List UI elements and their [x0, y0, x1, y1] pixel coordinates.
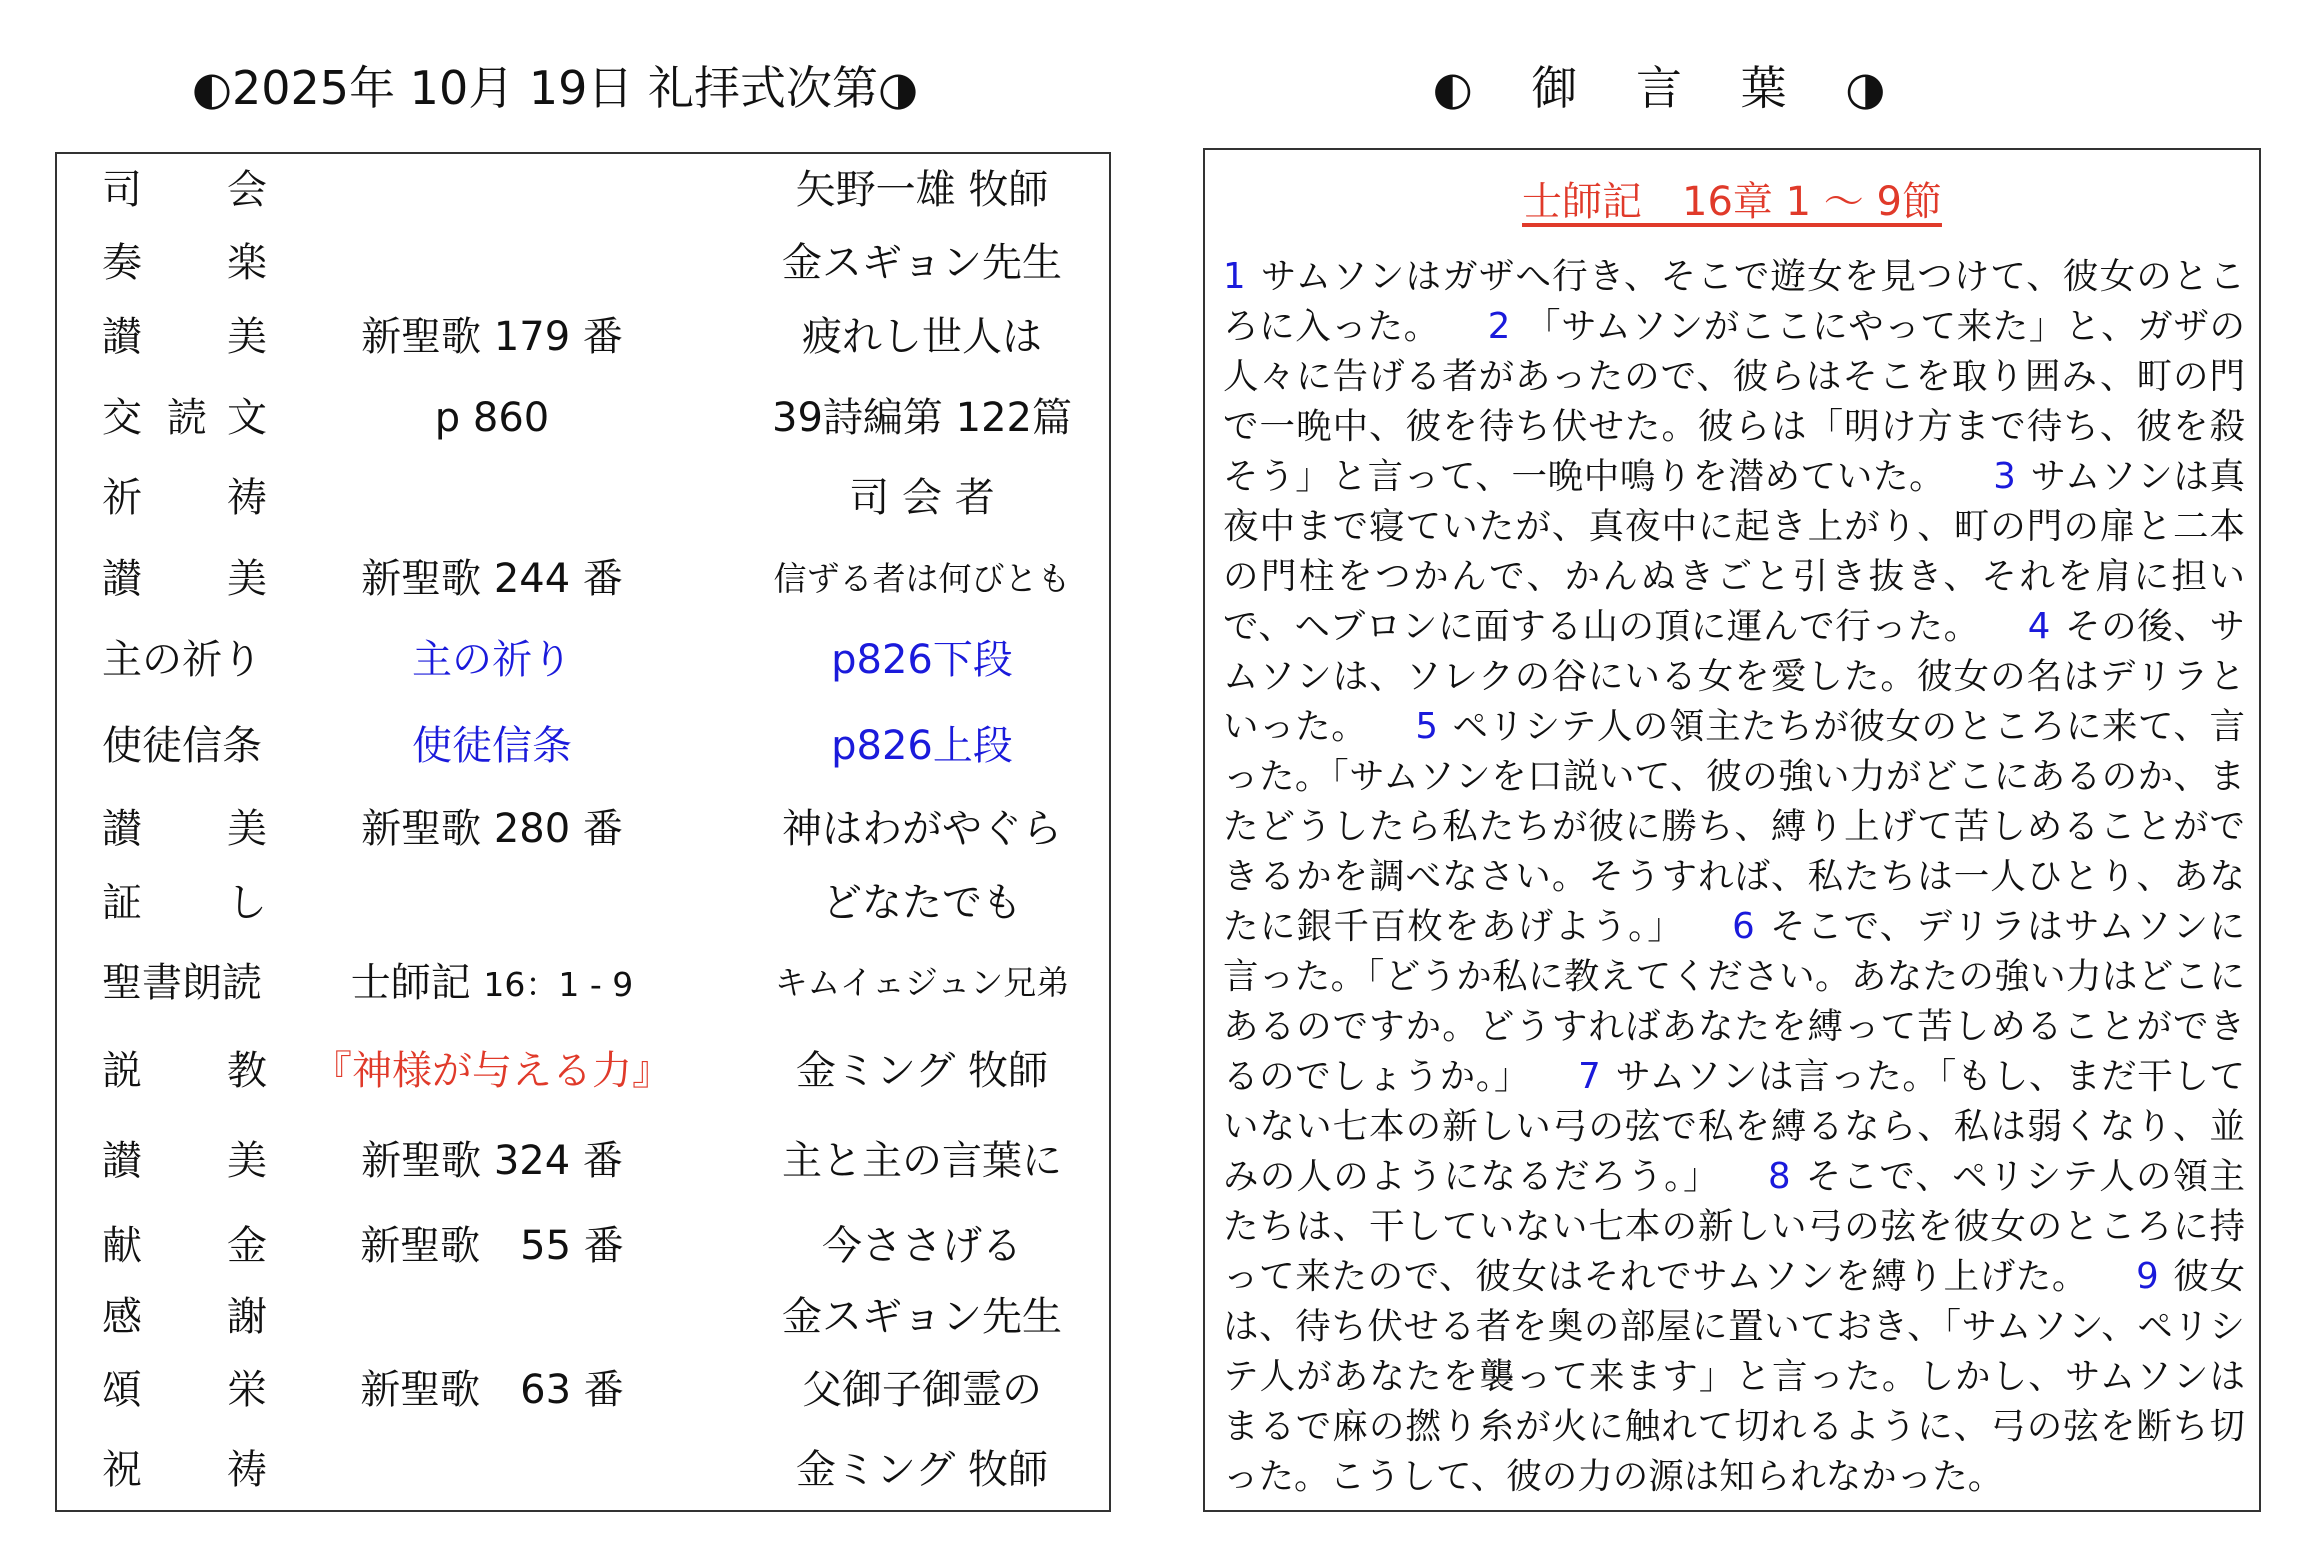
order-role: 奏 楽: [102, 240, 267, 286]
order-person: 今ささげる: [822, 1223, 1022, 1269]
order-detail: 新聖歌 280 番: [361, 806, 623, 852]
verse-number: 5: [1415, 706, 1438, 747]
order-person: キムイェジュン兄弟: [774, 963, 1070, 1002]
order-role: 祝 祷: [102, 1447, 267, 1493]
scripture-title: ◐ 御 言 葉 ◑: [1432, 61, 1908, 115]
verse-text: ペリシテ人の領主たちが彼女のところに来て、言った。「サムソンを口説いて、彼の強い力がどこにあるのか、またどうしたら私たちが彼に勝ち、縛り上げて苦しめることができるかを調べなさい。そうすれば、私たちは一人ひとり、あなたに銀千百枚をあげよう。」: [1223, 706, 2245, 947]
order-person: 39詩編第 122篇: [772, 395, 1072, 441]
order-role: 讃 美: [102, 1138, 267, 1184]
verse-number: 3: [1993, 456, 2016, 497]
order-person: 主と主の言葉に: [782, 1138, 1062, 1184]
verse-number: 4: [2027, 606, 2051, 647]
verse-number: 1: [1223, 256, 1246, 297]
order-person: 金ミング 牧師: [796, 1447, 1048, 1493]
order-detail: 新聖歌 55 番: [360, 1223, 624, 1269]
order-of-worship-title: ◐2025年 10月 19日 礼拝式次第◑: [191, 61, 919, 115]
order-detail: 新聖歌 244 番: [361, 556, 623, 602]
order-person: 司 会 者: [849, 475, 995, 521]
order-person: 信ずる者は何びとも: [773, 559, 1071, 598]
verse-number: 8: [1767, 1156, 1791, 1197]
scripture-panel: [1203, 148, 2261, 1512]
order-role: 讃 美: [102, 806, 267, 852]
order-of-worship-panel: [55, 152, 1111, 1512]
sermon-title: 『神様が与える力』: [312, 1048, 672, 1094]
order-role: 司 会: [102, 167, 267, 213]
order-role: 説 教: [102, 1048, 267, 1094]
order-person: 金ミング 牧師: [796, 1048, 1048, 1094]
verse-number: 7: [1578, 1056, 1601, 1097]
passage-reference: 士師記 16章 1 ～ 9節: [1522, 179, 1942, 225]
verse-text: サムソンは言った。「もし、まだ干していない七本の新しい弓の弦で私を縛るなら、私は弱くなり、並みの人のようになるだろう。」: [1223, 1056, 2245, 1197]
verse-number: 9: [2136, 1256, 2159, 1297]
order-person: 疲れし世人は: [802, 314, 1042, 360]
verse-text: そこで、デリラはサムソンに言った。「どうか私に教えてください。あなたの強い力はどこにあるのですか。どうすればあなたを縛って苦しめることができるのでしょうか。」: [1223, 906, 2246, 1097]
order-person: 父御子御霊の: [802, 1367, 1042, 1413]
order-person: 神はわがやぐら: [782, 806, 1062, 852]
order-role: 証 し: [102, 880, 267, 926]
order-detail: 主の祈り: [412, 637, 572, 683]
order-role: 頌 栄: [102, 1367, 267, 1413]
order-person: 矢野一雄 牧師: [795, 167, 1049, 213]
verse-text: 彼女は、待ち伏せる者を奥の部屋に置いておき、「サムソン、ペリシテ人があなたを襲って来ます」と言った。しかし、サムソンはまるで麻の撚り糸が火に触れて切れるように、弓の弦を断ち切った。こうして、彼の力の源は知られなかった。: [1223, 1256, 2245, 1497]
order-role: 交 読 文: [102, 395, 267, 441]
verse-text: その後、サムソンは、ソレクの谷にいる女を愛した。彼女の名はデリラといった。: [1223, 606, 2245, 747]
verse-number: 2: [1487, 306, 1511, 347]
order-role: 讃 美: [102, 556, 267, 602]
order-role: 主の祈り: [102, 637, 262, 683]
passage-body: [1223, 252, 2245, 1502]
order-role: 聖書朗読: [102, 960, 262, 1006]
verse-text: サムソンはガザへ行き、そこで遊女を見つけて、彼女のところに入った。: [1223, 256, 2245, 347]
verse-number: 6: [1732, 906, 1755, 947]
order-detail: 新聖歌 179 番: [361, 314, 623, 360]
order-role: 祈 祷: [102, 475, 267, 521]
verse-text: サムソンは真夜中まで寝ていたが、真夜中に起き上がり、町の門の扉と二本の門柱をつかんで、かんぬきごと引き抜き、それを肩に担いで、ヘブロンに面する山の頂に運んで行った。: [1223, 456, 2245, 647]
order-person: p826上段: [831, 723, 1013, 769]
order-role: 献 金: [102, 1223, 267, 1269]
order-role: 感 謝: [102, 1294, 267, 1340]
verse-text: そこで、ペリシテ人の領主たちは、干していない七本の新しい弓の弦を彼女のところに持って来たので、彼女はそれでサムソンを縛り上げた。: [1223, 1156, 2245, 1297]
order-person: 金スギョン先生: [782, 1294, 1062, 1340]
order-person: どなたでも: [822, 880, 1022, 926]
order-role: 讃 美: [102, 314, 267, 360]
order-person: p826下段: [831, 637, 1013, 683]
verse-text: 「サムソンがここにやって来た」と、ガザの人々に告げる者があったので、彼らはそこを取り囲み、町の門で一晩中、彼を待ち伏せた。彼らは「明け方まで待ち、彼を殺そう」と言って、一晩中鳴りを潜めていた。: [1223, 306, 2245, 497]
order-detail: p 860: [434, 395, 550, 441]
order-detail: 使徒信条: [412, 723, 572, 769]
order-detail: 新聖歌 324 番: [361, 1138, 623, 1184]
order-role: 使徒信条: [102, 723, 262, 769]
order-person: 金スギョン先生: [782, 240, 1062, 286]
order-detail: 新聖歌 63 番: [360, 1367, 624, 1413]
order-detail: 士師記 16：1 - 9: [350, 960, 634, 1006]
